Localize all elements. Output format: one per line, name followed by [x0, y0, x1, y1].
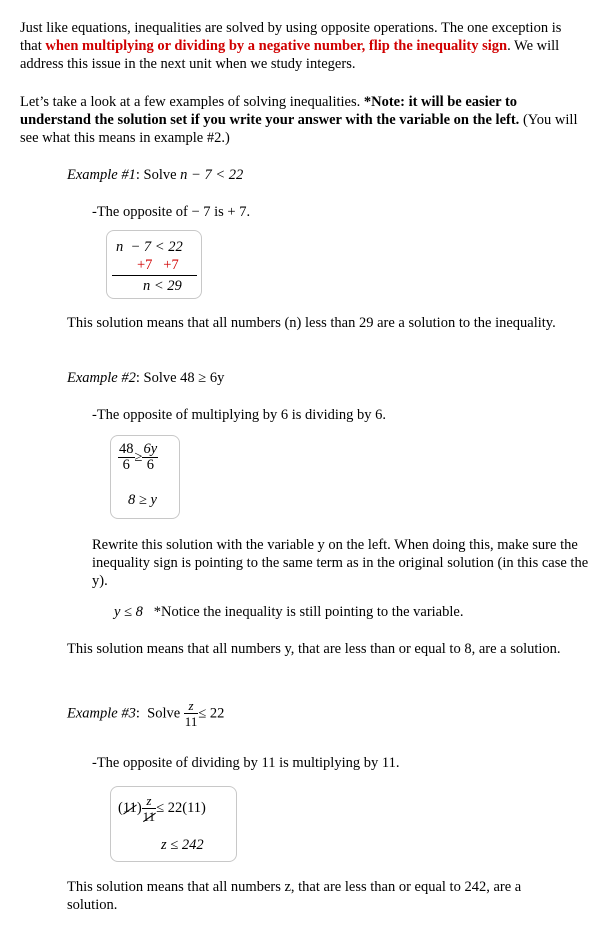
example-2-flipped: y ≤ 8 — [114, 604, 143, 620]
example-1-solve: : Solve — [135, 167, 181, 183]
example-3-label: Example #3 — [67, 705, 136, 722]
example-1-work-line1: n − 7 < 22 — [116, 239, 183, 255]
example-2-flipped-line — [114, 603, 463, 621]
example-2-heading — [67, 369, 224, 387]
example-3-heading — [67, 698, 224, 729]
intro-highlight: when multiplying or dividing by a negative number, flip the inequality sign — [45, 38, 508, 54]
example-2-rewrite: Rewrite this solution with the variable y on the left. When doing this, make sure the inequality sign is pointing to the same term as in the original solution (in this case the y). — [92, 537, 589, 589]
example-2-work-line1 — [118, 442, 158, 473]
example-2-notice: *Notice the inequality is still pointing to the variable. — [153, 604, 464, 620]
example-3-work-den: 11 — [142, 809, 156, 824]
example-2-left-num: 48 — [119, 441, 134, 457]
example-3-problem-rest: ≤ 22 — [198, 705, 225, 722]
example-3-work-line1 — [118, 793, 206, 824]
example-2-work-result: 8 ≥ y — [128, 492, 157, 508]
example-2-label: Example #2 — [67, 370, 136, 386]
intro-paragraph — [20, 19, 586, 73]
example-2-work-box — [110, 435, 180, 519]
example-3-solve: : Solve — [135, 705, 184, 722]
example-3-work-num: z — [142, 793, 157, 809]
example-3-conclusion: This solution means that all numbers z, that are less than or equal to 242, are a solution. — [67, 879, 522, 913]
lead-text: Let’s take a look at a few examples of solving inequalities. — [20, 94, 364, 110]
example-3-left-close: ) — [136, 800, 142, 816]
example-2-right-den: 6 — [146, 457, 154, 473]
example-1-work-rule — [112, 275, 197, 276]
example-2-sign: ≥ — [134, 449, 143, 465]
example-3-work-rest: ≤ 22(11) — [156, 800, 206, 816]
example-1-heading — [67, 166, 243, 184]
lead-paragraph — [20, 93, 586, 147]
example-3-problem-num: z — [184, 698, 199, 714]
example-2-problem: 48 ≥ 6y — [180, 370, 225, 386]
example-2-step: -The opposite of multiplying by 6 is dividing by 6. — [92, 407, 387, 423]
example-3-work-result: z ≤ 242 — [161, 837, 204, 853]
example-1-work-line3: n < 29 — [143, 278, 182, 294]
example-1-step: -The opposite of − 7 is + 7. — [92, 204, 251, 220]
example-2-right-fraction — [142, 442, 158, 473]
intro-text-end: . We will address this issue in the next unit when we study integers. — [20, 38, 560, 72]
example-1-problem: n − 7 < 22 — [180, 167, 244, 183]
example-1-conclusion: This solution means that all numbers (n) less than 29 are a solution to the inequality. — [67, 315, 556, 331]
example-1-work-line2: +7 +7 — [137, 257, 179, 273]
example-3-work-box — [110, 786, 237, 862]
example-3-problem-fraction — [184, 698, 199, 729]
example-3-work-fraction — [142, 793, 157, 824]
example-2-conclusion: This solution means that all numbers y, that are less than or equal to 8, are a solution. — [67, 641, 561, 657]
lead-note: *Note: it will be easier to understand the solution set if you write your answer with the variable on the left. — [20, 94, 520, 128]
example-2-solve: : Solve — [135, 370, 181, 386]
example-2-left-fraction — [118, 442, 135, 473]
example-2-left-den: 6 — [122, 457, 130, 473]
example-3-step: -The opposite of dividing by 11 is multiplying by 11. — [92, 755, 400, 771]
example-1-label: Example #1 — [67, 167, 136, 183]
intro-text: Just like equations, inequalities are solved by using opposite operations. The one exception is that — [20, 20, 562, 54]
example-2-right-num: 6y — [143, 441, 158, 457]
example-1-work-box — [106, 230, 202, 299]
lead-text-end: (You will see what this means in example #2.) — [20, 112, 578, 146]
example-3-problem-den: 11 — [184, 714, 198, 729]
example-3-left-factor: 11 — [122, 800, 137, 816]
example-3-left-open: ( — [118, 800, 123, 816]
